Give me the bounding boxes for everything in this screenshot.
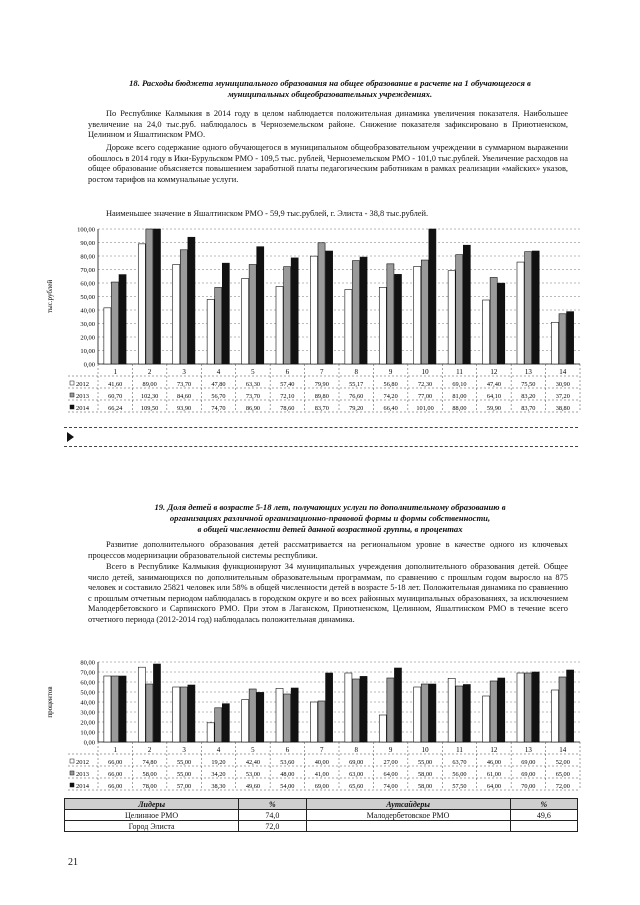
data-label: 56,00 bbox=[452, 771, 467, 778]
bar bbox=[326, 673, 333, 742]
play-triangle-icon bbox=[67, 432, 74, 442]
section-19-title-line1: 19. Доля детей в возрасте 5-18 лет, получающих услуги по дополнительному образованию в bbox=[154, 502, 506, 512]
outsider-name bbox=[306, 821, 510, 832]
x-tick-label: 5 bbox=[251, 746, 255, 754]
section-18-paragraph-3: Наименьшее значение в Яшалтинском РМО - 59,9 тыс.рублей, г. Элиста - 38,8 тыс.рублей. bbox=[106, 209, 429, 218]
y-tick-label: 20,00 bbox=[80, 719, 95, 727]
bar bbox=[517, 262, 524, 364]
data-label: 83,70 bbox=[521, 405, 536, 412]
data-label: 69,00 bbox=[521, 759, 536, 766]
bar bbox=[463, 245, 470, 364]
data-label: 30,90 bbox=[555, 381, 570, 388]
leader-pct: 74,0 bbox=[239, 810, 306, 821]
bar bbox=[448, 271, 455, 364]
data-label: 77,00 bbox=[417, 393, 433, 400]
data-label: 69,10 bbox=[452, 381, 467, 388]
bar bbox=[517, 673, 524, 742]
bar bbox=[483, 300, 490, 364]
bar bbox=[111, 282, 118, 364]
leader-pct: 72,0 bbox=[239, 821, 306, 832]
bar bbox=[498, 283, 505, 364]
data-label: 72,30 bbox=[417, 381, 433, 388]
bar bbox=[414, 687, 421, 742]
x-tick-label: 4 bbox=[216, 746, 221, 754]
section-19-title-line3: в общей численности детей данной возрастной группы, в процентах bbox=[197, 524, 463, 534]
bar bbox=[146, 684, 153, 742]
legend-swatch bbox=[70, 393, 74, 397]
header-outsiders: Аутсайдеры bbox=[306, 799, 510, 810]
bar bbox=[394, 274, 401, 364]
leaders-outsiders-table bbox=[64, 798, 578, 832]
section-19-title bbox=[70, 502, 590, 535]
data-label: 57,50 bbox=[452, 783, 467, 790]
bar bbox=[249, 689, 256, 742]
x-tick-label: 5 bbox=[251, 368, 255, 376]
data-label: 74,80 bbox=[142, 759, 157, 766]
data-label: 60,70 bbox=[108, 393, 123, 400]
bar bbox=[180, 250, 187, 364]
data-label: 73,70 bbox=[245, 393, 261, 400]
bar bbox=[456, 255, 463, 364]
section-19-title-line2: организациях различной организационно-правовой формы и формы собственности, bbox=[169, 513, 491, 523]
y-tick-label: 60,00 bbox=[80, 280, 95, 288]
bar bbox=[291, 688, 298, 742]
bar bbox=[360, 257, 367, 364]
y-tick-label: 80,00 bbox=[80, 659, 95, 667]
data-label: 81,00 bbox=[452, 393, 467, 400]
y-tick-label: 10,00 bbox=[80, 729, 95, 737]
data-label: 58,00 bbox=[142, 771, 157, 778]
legend-swatch bbox=[70, 759, 74, 763]
bar bbox=[153, 229, 160, 364]
data-label: 41,60 bbox=[108, 381, 123, 388]
bar bbox=[207, 299, 214, 364]
data-label: 58,00 bbox=[417, 783, 433, 790]
data-label: 40,00 bbox=[314, 759, 329, 766]
bar bbox=[551, 322, 558, 364]
y-tick-label: 30,00 bbox=[80, 709, 95, 717]
data-label: 56,80 bbox=[383, 381, 398, 388]
bar bbox=[532, 672, 539, 742]
y-tick-label: 40,00 bbox=[80, 307, 95, 315]
data-label: 69,00 bbox=[314, 783, 329, 790]
legend-label: 2014 bbox=[76, 783, 89, 790]
bar bbox=[276, 287, 283, 364]
bar bbox=[456, 686, 463, 742]
y-tick-label: 90,00 bbox=[80, 240, 95, 247]
data-label: 53,00 bbox=[245, 771, 261, 778]
data-label: 79,20 bbox=[349, 405, 364, 412]
data-label: 78,60 bbox=[280, 405, 295, 412]
data-label: 72,10 bbox=[280, 393, 295, 400]
bar bbox=[180, 687, 187, 742]
bar bbox=[291, 258, 298, 364]
y-tick-label: 40,00 bbox=[80, 699, 95, 707]
bar bbox=[119, 275, 126, 364]
x-tick-label: 1 bbox=[113, 746, 117, 754]
data-label: 74,00 bbox=[383, 783, 398, 790]
section-19-paragraph-2: Всего в Республике Калмыкия функционируют 34 муниципальных учреждения дополнительного образования детей. Общее число детей, занимающихся по дополнительным образовательным программам, по сравнению с прошлым годом выросло на 875 человек и составило 25821 человек или 58% в общей численности детей в возрасте 5-18 лет. Положительная динамика по сравнению с прошлым отчетным периодом наблюдалась в городском округе и во всех районных муниципальных образованиях, за исключением Малодербетовского и Сарпинского РМО. При этом в Лаганском, Приютненском, Целинном, Яшалтинском РМО в течение всего отчетного периода (2012-2014 год) наблюдалась положительная динамика. bbox=[88, 562, 568, 624]
bar bbox=[284, 267, 291, 364]
data-label: 63,30 bbox=[245, 381, 261, 388]
data-label: 38,30 bbox=[211, 783, 226, 790]
bar bbox=[119, 676, 126, 742]
bar bbox=[532, 251, 539, 364]
legend-label: 2014 bbox=[76, 405, 89, 412]
data-label: 52,00 bbox=[555, 759, 570, 766]
data-label: 102,30 bbox=[140, 393, 159, 400]
y-tick-label: 70,00 bbox=[80, 669, 95, 677]
data-label: 19,20 bbox=[211, 759, 226, 766]
data-label: 83,70 bbox=[314, 405, 329, 412]
legend-swatch bbox=[70, 783, 74, 787]
bar bbox=[352, 679, 359, 742]
x-tick-label: 8 bbox=[354, 746, 358, 754]
x-tick-label: 13 bbox=[524, 368, 532, 376]
bar bbox=[104, 676, 111, 742]
section-18-title-line1: 18. Расходы бюджета муниципального образования на общее образование в расчете на 1 обучающегося в bbox=[129, 78, 531, 88]
bar bbox=[188, 685, 195, 742]
data-label: 49,60 bbox=[245, 783, 261, 790]
section-19-paragraph-1: Развитие дополнительного образования детей рассматривается на региональном уровне в качестве одного из ключевых процессов модернизации образовательной системы республики. bbox=[88, 540, 568, 560]
chart-children-share bbox=[44, 656, 584, 796]
outsider-pct: 49,6 bbox=[510, 810, 577, 821]
bar bbox=[310, 702, 317, 742]
x-tick-label: 2 bbox=[147, 368, 152, 376]
bar bbox=[567, 670, 574, 742]
data-label: 89,00 bbox=[142, 381, 157, 388]
bar bbox=[242, 279, 249, 364]
bar bbox=[188, 237, 195, 364]
bar bbox=[138, 667, 145, 742]
x-tick-label: 1 bbox=[113, 368, 117, 376]
y-tick-label: 30,00 bbox=[80, 321, 95, 328]
bar bbox=[326, 251, 333, 364]
bar bbox=[222, 704, 229, 742]
data-label: 57,00 bbox=[176, 783, 192, 790]
data-label: 89,80 bbox=[314, 393, 329, 400]
bar bbox=[138, 244, 145, 364]
bar bbox=[207, 723, 214, 742]
data-label: 74,20 bbox=[383, 393, 398, 400]
bar bbox=[525, 673, 532, 742]
data-label: 66,00 bbox=[108, 759, 123, 766]
data-label: 64,00 bbox=[486, 783, 502, 790]
bar bbox=[104, 308, 111, 364]
data-label: 69,00 bbox=[349, 759, 364, 766]
x-tick-label: 13 bbox=[524, 746, 532, 754]
data-label: 65,60 bbox=[349, 783, 364, 790]
data-label: 79,90 bbox=[314, 381, 329, 388]
x-tick-label: 10 bbox=[421, 746, 429, 754]
data-label: 63,70 bbox=[452, 759, 467, 766]
bar bbox=[379, 287, 386, 364]
data-label: 61,00 bbox=[486, 771, 502, 778]
legend-swatch bbox=[70, 771, 74, 775]
x-tick-label: 4 bbox=[216, 368, 221, 376]
bar bbox=[429, 684, 436, 742]
data-label: 46,00 bbox=[486, 759, 502, 766]
y-tick-label: 0,00 bbox=[83, 361, 95, 369]
bar bbox=[429, 229, 436, 364]
data-label: 72,00 bbox=[555, 783, 570, 790]
data-label: 75,50 bbox=[521, 381, 536, 388]
chart-expenses bbox=[44, 223, 584, 423]
data-label: 47,80 bbox=[211, 381, 226, 388]
bar bbox=[559, 677, 566, 742]
legend-swatch bbox=[70, 381, 74, 385]
x-tick-label: 14 bbox=[559, 368, 567, 376]
bar bbox=[387, 678, 394, 742]
bar bbox=[222, 263, 229, 364]
x-tick-label: 11 bbox=[456, 368, 463, 376]
y-tick-label: 70,00 bbox=[80, 267, 95, 274]
data-label: 34,20 bbox=[211, 771, 226, 778]
x-tick-label: 14 bbox=[559, 746, 567, 754]
data-label: 27,00 bbox=[383, 759, 398, 766]
x-tick-label: 11 bbox=[456, 746, 463, 754]
data-label: 53,60 bbox=[280, 759, 295, 766]
bar bbox=[421, 684, 428, 742]
section-18-paragraph-1: По Республике Калмыкия в 2014 году в целом наблюдается положительная динамика увеличения показателя. Наибольшее увеличение на 24,0 тыс.руб. наблюдалось в Черноземельском районе. Снижение показателя зафиксировано в Приютненском, Целинном и Яшалтинском РМО. bbox=[88, 109, 568, 139]
data-label: 78,00 bbox=[142, 783, 157, 790]
data-label: 88,00 bbox=[452, 405, 467, 412]
data-label: 66,24 bbox=[108, 405, 123, 412]
bar bbox=[242, 700, 249, 742]
outsider-name: Малодербетовское РМО bbox=[306, 810, 510, 821]
bar bbox=[567, 312, 574, 364]
data-label: 74,70 bbox=[211, 405, 226, 412]
bar bbox=[153, 664, 160, 742]
x-tick-label: 8 bbox=[354, 368, 358, 376]
bar bbox=[551, 690, 558, 742]
bar bbox=[276, 688, 283, 742]
data-label: 84,60 bbox=[176, 393, 192, 400]
data-label: 55,00 bbox=[176, 759, 192, 766]
data-label: 65,00 bbox=[555, 771, 570, 778]
data-label: 38,80 bbox=[555, 405, 570, 412]
header-leaders: Лидеры bbox=[65, 799, 239, 810]
y-tick-label: 80,00 bbox=[80, 253, 95, 261]
x-tick-label: 6 bbox=[285, 746, 290, 754]
y-tick-label: 10,00 bbox=[80, 348, 95, 355]
x-tick-label: 7 bbox=[320, 368, 324, 376]
x-tick-label: 6 bbox=[285, 368, 290, 376]
bar bbox=[448, 678, 455, 742]
legend-label: 2012 bbox=[76, 381, 89, 388]
data-label: 55,00 bbox=[176, 771, 192, 778]
data-label: 64,10 bbox=[486, 393, 502, 400]
bar bbox=[387, 264, 394, 364]
bar bbox=[257, 692, 264, 742]
bar bbox=[525, 252, 532, 364]
x-tick-label: 9 bbox=[388, 746, 393, 754]
data-label: 76,60 bbox=[349, 393, 364, 400]
data-label: 37,20 bbox=[555, 393, 570, 400]
bar bbox=[394, 668, 401, 742]
y-tick-label: 100,00 bbox=[77, 226, 95, 234]
divider-top bbox=[64, 427, 578, 428]
data-label: 101,00 bbox=[416, 405, 434, 412]
bar bbox=[111, 676, 118, 742]
data-label: 93,90 bbox=[176, 405, 192, 412]
bar bbox=[498, 678, 505, 742]
data-label: 83,20 bbox=[521, 393, 536, 400]
bar bbox=[310, 256, 317, 364]
legend-label: 2013 bbox=[76, 393, 89, 400]
legend-swatch bbox=[70, 405, 74, 409]
x-tick-label: 12 bbox=[490, 368, 498, 376]
bar bbox=[215, 287, 222, 364]
bar bbox=[414, 266, 421, 364]
bar bbox=[257, 247, 264, 364]
data-label: 70,00 bbox=[521, 783, 536, 790]
header-outsiders-pct: % bbox=[510, 799, 577, 810]
bar bbox=[360, 676, 367, 742]
x-tick-label: 12 bbox=[490, 746, 498, 754]
data-label: 59,90 bbox=[486, 405, 502, 412]
bar bbox=[173, 265, 180, 364]
section-18-paragraph-2: Дороже всего содержание одного обучающегося в муниципальном общеобразовательном учреждении в суммарном выражении обошлось в 2014 году в Ики-Бурульском РМО - 109,5 тыс. рублей, Черноземельском РМО - 101,0 тыс.рублей. Увеличение расходов на общее образование объясняется повышением заработной платы педагогическим работникам в рамках реализации «майских» указов, ростом тарифов на коммунальные услуги. bbox=[88, 143, 568, 184]
x-tick-label: 7 bbox=[320, 746, 324, 754]
data-label: 48,00 bbox=[280, 771, 295, 778]
bar bbox=[421, 260, 428, 364]
bar bbox=[284, 694, 291, 742]
bar bbox=[249, 265, 256, 364]
x-tick-label: 10 bbox=[421, 368, 429, 376]
x-tick-label: 2 bbox=[147, 746, 152, 754]
data-label: 54,00 bbox=[280, 783, 295, 790]
bar bbox=[379, 715, 386, 742]
bar bbox=[173, 687, 180, 742]
y-tick-label: 50,00 bbox=[80, 294, 95, 301]
section-18-title-line2: муниципальных общеобразовательных учреждениях. bbox=[227, 89, 433, 99]
data-label: 109,50 bbox=[140, 405, 159, 412]
data-label: 64,00 bbox=[383, 771, 398, 778]
bar bbox=[318, 701, 325, 742]
header-leaders-pct: % bbox=[239, 799, 306, 810]
y-tick-label: 0,00 bbox=[83, 739, 95, 747]
data-label: 66,00 bbox=[108, 783, 123, 790]
data-label: 47,40 bbox=[486, 381, 502, 388]
y-tick-label: 50,00 bbox=[80, 689, 95, 697]
data-label: 66,00 bbox=[108, 771, 123, 778]
legend-label: 2013 bbox=[76, 771, 89, 778]
data-label: 73,70 bbox=[176, 381, 192, 388]
y-tick-label: 20,00 bbox=[80, 334, 95, 342]
page-number: 21 bbox=[68, 857, 78, 868]
data-label: 57,40 bbox=[280, 381, 295, 388]
bar bbox=[345, 290, 352, 364]
leader-name: Целинное РМО bbox=[65, 810, 239, 821]
outsider-pct bbox=[510, 821, 577, 832]
data-label: 66,40 bbox=[383, 405, 398, 412]
data-label: 86,90 bbox=[245, 405, 261, 412]
data-label: 42,40 bbox=[245, 759, 261, 766]
bar bbox=[559, 314, 566, 364]
x-tick-label: 3 bbox=[182, 368, 186, 376]
leader-name: Город Элиста bbox=[65, 821, 239, 832]
bar bbox=[215, 708, 222, 742]
bar bbox=[463, 685, 470, 743]
divider-bottom bbox=[64, 446, 578, 447]
section-18-title bbox=[70, 78, 590, 100]
bar bbox=[483, 696, 490, 742]
x-tick-label: 9 bbox=[388, 368, 393, 376]
bar bbox=[352, 261, 359, 364]
data-label: 41,00 bbox=[314, 771, 329, 778]
bar bbox=[146, 229, 153, 364]
bar bbox=[490, 277, 497, 364]
legend-label: 2012 bbox=[76, 759, 89, 766]
bar bbox=[345, 673, 352, 742]
data-label: 69,00 bbox=[521, 771, 536, 778]
y-axis-label: процентов bbox=[46, 686, 54, 718]
data-label: 58,00 bbox=[417, 771, 433, 778]
bar bbox=[318, 243, 325, 364]
table-row bbox=[65, 810, 578, 821]
y-axis-label: тыс.рублей bbox=[46, 279, 54, 314]
data-label: 63,00 bbox=[349, 771, 364, 778]
table-row bbox=[65, 821, 578, 832]
y-tick-label: 60,00 bbox=[80, 679, 95, 687]
data-label: 56,70 bbox=[211, 393, 226, 400]
data-label: 55,17 bbox=[349, 381, 364, 388]
x-tick-label: 3 bbox=[182, 746, 186, 754]
data-label: 55,00 bbox=[417, 759, 433, 766]
bar bbox=[490, 681, 497, 742]
